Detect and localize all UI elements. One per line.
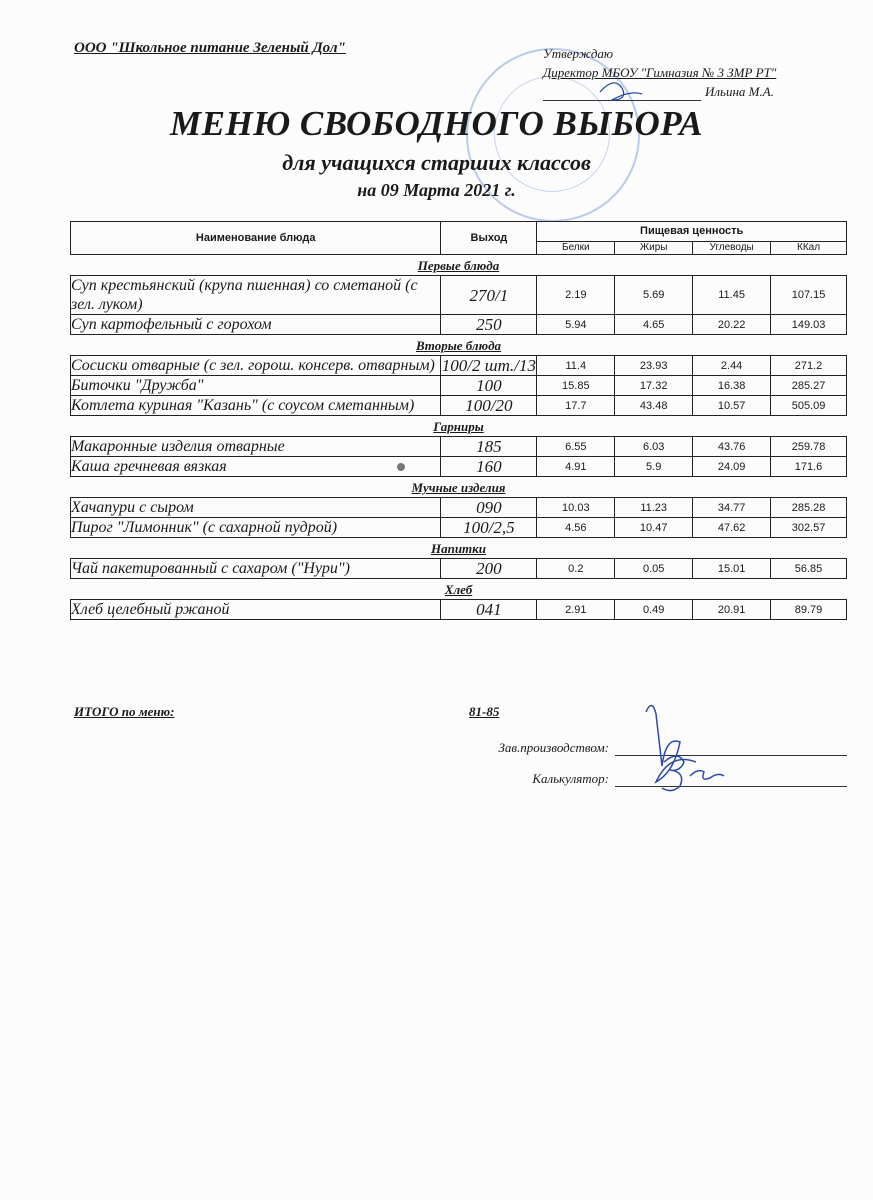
dish-carb: 11.45 — [693, 276, 771, 315]
section-title: Гарниры — [433, 419, 484, 434]
dish-fat: 6.03 — [615, 437, 693, 457]
dish-carb: 2.44 — [693, 356, 771, 376]
dish-name: Биточки "Дружба" — [71, 376, 441, 396]
dish-name: Хачапури с сыром — [71, 498, 441, 518]
section-title: Хлеб — [444, 582, 473, 597]
dish-fat: 5.9 — [615, 457, 693, 477]
dish-carb: 34.77 — [693, 498, 771, 518]
dish-carb: 16.38 — [693, 376, 771, 396]
manager-label: Зав.производством: — [498, 740, 609, 755]
dish-protein: 5.94 — [537, 315, 615, 335]
dish-protein: 2.19 — [537, 276, 615, 315]
dish-fat: 23.93 — [615, 356, 693, 376]
dish-kcal: 302.57 — [771, 518, 847, 538]
col-header-value: Пищевая ценность — [537, 222, 847, 242]
dish-fat: 0.49 — [615, 600, 693, 620]
dish-kcal: 505.09 — [771, 396, 847, 416]
dish-kcal: 271.2 — [771, 356, 847, 376]
dish-name: Котлета куриная "Казань" (с соусом сметанным) — [71, 396, 441, 416]
dish-kcal: 285.27 — [771, 376, 847, 396]
dish-protein: 17.7 — [537, 396, 615, 416]
dish-name: Чай пакетированный с сахаром ("Нури") — [71, 559, 441, 579]
dish-carb: 24.09 — [693, 457, 771, 477]
dish-protein: 10.03 — [537, 498, 615, 518]
approve-label: Утверждаю — [543, 46, 614, 61]
dish-output: 200 — [441, 559, 537, 579]
col-header-carb: Углеводы — [693, 241, 771, 254]
dish-name: Сосиски отварные (с зел. горош. консерв. отварным) — [71, 356, 441, 376]
dish-name: Хлеб целебный ржаной — [71, 600, 441, 620]
dish-kcal: 89.79 — [771, 600, 847, 620]
dish-kcal: 171.6 — [771, 457, 847, 477]
dish-output: 090 — [441, 498, 537, 518]
dish-name: Суп крестьянский (крупа пшенная) со сметаной (с зел. луком) — [71, 276, 441, 315]
col-header-protein: Белки — [537, 241, 615, 254]
dish-fat: 4.65 — [615, 315, 693, 335]
dish-output: 160 — [441, 457, 537, 477]
dish-output: 270/1 — [441, 276, 537, 315]
dish-name: Макаронные изделия отварные — [71, 437, 441, 457]
dish-output: 041 — [441, 600, 537, 620]
dish-name: Каша гречневая вязкая — [71, 457, 441, 477]
dish-kcal: 56.85 — [771, 559, 847, 579]
col-header-out: Выход — [441, 222, 537, 255]
calculator-label: Калькулятор: — [532, 771, 609, 786]
section-title: Напитки — [430, 541, 486, 556]
dish-name: Пирог "Лимонник" (с сахарной пудрой) — [71, 518, 441, 538]
total-value: 81-85 — [469, 704, 500, 719]
dish-output: 250 — [441, 315, 537, 335]
dish-kcal: 107.15 — [771, 276, 847, 315]
dish-output: 100/20 — [441, 396, 537, 416]
dish-output: 100/2 шт./13 — [441, 356, 537, 375]
dish-name: Суп картофельный с горохом — [71, 315, 441, 335]
dish-protein: 6.55 — [537, 437, 615, 457]
col-header-name: Наименование блюда — [71, 222, 441, 255]
menu-title: МЕНЮ СВОБОДНОГО ВЫБОРА — [170, 104, 703, 143]
menu-subtitle: для учащихся старших классов — [282, 150, 591, 175]
dish-output: 185 — [441, 437, 537, 457]
section-title: Вторые блюда — [415, 338, 502, 353]
dish-output: 100/2,5 — [441, 518, 537, 538]
dish-protein: 11.4 — [537, 356, 615, 376]
director-title: Директор МБОУ "Гимназия № 3 ЗМР РТ" — [543, 65, 777, 80]
dish-protein: 2.91 — [537, 600, 615, 620]
dish-protein: 0.2 — [537, 559, 615, 579]
dish-protein: 4.91 — [537, 457, 615, 477]
dish-carb: 15.01 — [693, 559, 771, 579]
dish-fat: 10.47 — [615, 518, 693, 538]
dish-fat: 11.23 — [615, 498, 693, 518]
dish-fat: 0.05 — [615, 559, 693, 579]
dish-output: 100 — [441, 376, 537, 396]
dish-carb: 20.91 — [693, 600, 771, 620]
section-title: Мучные изделия — [411, 480, 506, 495]
col-header-kcal: ККал — [771, 241, 847, 254]
director-signature — [600, 83, 642, 100]
col-header-fat: Жиры — [615, 241, 693, 254]
dish-protein: 4.56 — [537, 518, 615, 538]
dish-carb: 20.22 — [693, 315, 771, 335]
dish-kcal: 149.03 — [771, 315, 847, 335]
dish-fat: 17.32 — [615, 376, 693, 396]
section-title: Первые блюда — [417, 258, 500, 273]
dish-kcal: 285.28 — [771, 498, 847, 518]
total-label: ИТОГО по меню: — [74, 704, 175, 719]
dish-fat: 43.48 — [615, 396, 693, 416]
menu-date: на 09 Марта 2021 г. — [357, 180, 516, 200]
org-name: ООО "Школьное питание Зеленый Дол" — [74, 40, 346, 56]
dish-carb: 43.76 — [693, 437, 771, 457]
dish-carb: 47.62 — [693, 518, 771, 538]
dish-fat: 5.69 — [615, 276, 693, 315]
director-name: Ильина М.А. — [705, 84, 774, 99]
dish-kcal: 259.78 — [771, 437, 847, 457]
dish-protein: 15.85 — [537, 376, 615, 396]
dish-carb: 10.57 — [693, 396, 771, 416]
